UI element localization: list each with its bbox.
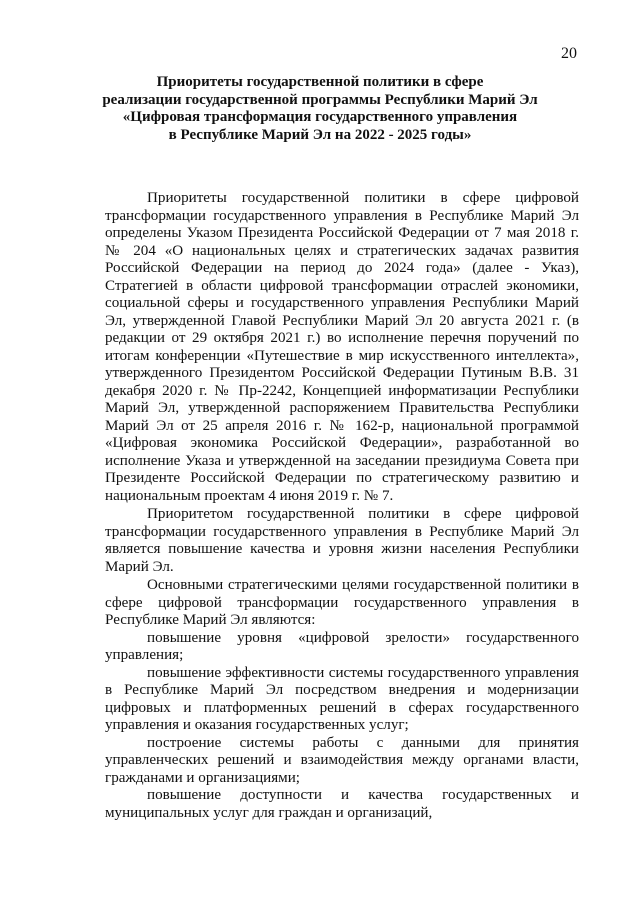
title-line-3: «Цифровая трансформация государственного управления: [122, 109, 518, 125]
page-number: 20: [561, 45, 577, 62]
list-item-services-access: повышение доступности и качества государственных и муниципальных услуг для граждан и организаций,: [105, 787, 579, 821]
paragraph-priorities: Приоритеты государственной политики в сфере цифровой трансформации государственного управления в Республике Марий Эл определены Указом Президента Российской Федерации от 7 мая 2018 г. № 204 «О национальных целях и стратегических задачах развития Российской Федерации на период до 2024 года» (далее - Указ), Стратегией в области цифровой трансформации отраслей экономики, социальной сферы и государственного управления Республики Марий Эл, утвержденной Главой Республики Марий Эл 20 августа 2021 г. (в редакции от 29 октября 2021 г.) во исполнение перечня поручений по итогам конференции «Путешествие в мир искусственного интеллекта», утвержденного Президентом Российской Федерации Путиным В.В. 31 декабря 2020 г. № Пр-2242, Концепцией информатизации Республики Марий Эл, утвержденной распоряжением Правительства Республики Марий Эл от 25 апреля 2016 г. № 162-р, национальной программой «Цифровая экономика Российской Федерации», разработанной во исполнение Указа и утвержденной на заседании президиума Совета при Президенте Российской Федерации по стратегическому развитию и национальным проектам 4 июня 2019 г. № 7.: [105, 190, 579, 504]
title-line-4: в Республике Марий Эл на 2022 - 2025 годы»: [168, 126, 472, 143]
document-title: [100, 74, 540, 144]
paragraph-strategic-goals: Основными стратегическими целями государственной политики в сфере цифровой трансформации государственного управления в Республике Марий Эл являются:: [105, 577, 579, 628]
list-item-efficiency: повышение эффективности системы государственного управления в Республике Марий Эл посредством внедрения и модернизации цифровых и платформенных решений в сферах государственного управления и оказания государственных услуг;: [105, 664, 579, 733]
title-line-2: реализации государственной программы Республики Марий Эл: [102, 91, 538, 108]
document-body: [105, 190, 579, 822]
list-item-digital-maturity: повышение уровня «цифровой зрелости» государственного управления;: [105, 629, 579, 663]
list-item-data-system: построение системы работы с данными для принятия управленческих решений и взаимодействия между органами власти, гражданами и организациями;: [105, 734, 579, 786]
paragraph-priority: Приоритетом государственной политики в сфере цифровой трансформации государственного управления в Республике Марий Эл является повышение качества и уровня жизни населения Республики Марий Эл.: [105, 506, 579, 575]
title-line-1: Приоритеты государственной политики в сфере: [156, 74, 484, 90]
